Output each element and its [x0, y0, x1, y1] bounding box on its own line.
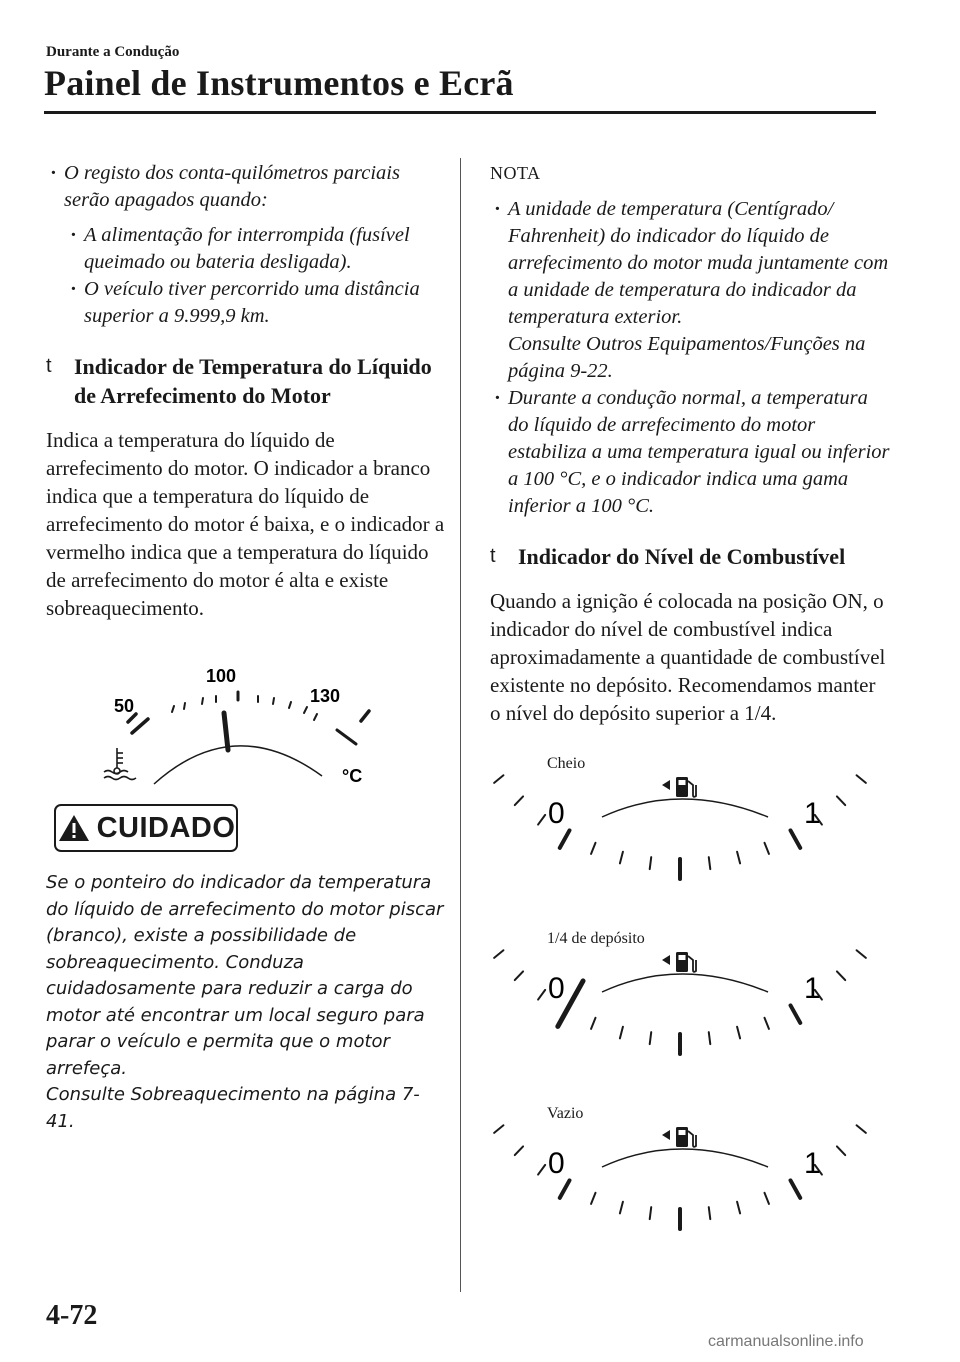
fuel-gauge-tick	[650, 1207, 652, 1219]
fuel-gauge-tick	[857, 950, 866, 958]
caution-box	[54, 804, 238, 852]
caution-reference: Consulte Sobreaquecimento na página 7-41.	[46, 1084, 420, 1132]
fuel-pump-icon	[662, 952, 696, 972]
fuel-gauge-arc	[602, 799, 768, 817]
fuel-label-full: 1	[804, 972, 821, 1005]
fuel-gauge-tick	[538, 815, 545, 825]
gauge-arc	[154, 746, 322, 784]
fuel-label-full: 1	[804, 797, 821, 830]
page-number: 4-72	[46, 1300, 98, 1331]
section-marker: t	[46, 355, 52, 377]
fuel-pump-icon	[662, 1127, 696, 1147]
section-marker: t	[490, 545, 496, 567]
header-section: Durante a Condução	[46, 44, 180, 60]
fuel-gauge-arc	[602, 974, 768, 992]
temp-unit: °C	[342, 766, 363, 786]
fuel-gauge-tick	[857, 775, 866, 783]
fuel-gauge-tick	[620, 852, 623, 864]
section-title-text: Indicador de Temperatura do Líquido de Arrefecimento do Motor	[74, 354, 432, 408]
fuel-gauge-tick	[857, 1125, 866, 1133]
temperature-paragraph: Indica a temperatura do líquido de arrefecimento do motor. O indicador a branco indica que a temperatura do líquido de arrefecimento do motor é baixa, e o indicador a vermelho indica que a temperatura do líquido de arrefecimento do motor é alta e existe sobreaquecimento.	[46, 428, 445, 620]
fuel-gauge-tick	[737, 852, 740, 864]
fuel-gauge-tick	[791, 830, 801, 847]
fuel-gauge-tick	[591, 843, 595, 854]
fuel-gauge-tick	[494, 950, 503, 958]
temp-label-100: 100	[206, 666, 237, 686]
fuel-gauge-tick	[737, 1027, 740, 1039]
fuel-gauge-tick	[560, 1180, 570, 1197]
caution-label: CUIDADO	[96, 811, 236, 844]
fuel-gauge-block	[490, 755, 890, 930]
section-title-text: Indicador do Nível de Combustível	[518, 544, 846, 569]
fuel-label-empty: 0	[548, 1147, 565, 1180]
section-title-fuel	[490, 542, 890, 571]
page-title: Painel de Instrumentos e Ecrã	[44, 63, 514, 103]
fuel-gauge-tick	[620, 1027, 623, 1039]
temp-label-130: 130	[310, 686, 341, 706]
note-bullet-unit-text: A unidade de temperatura (Centígrado/ Fahrenheit) do indicador do líquido de arrefecimento do motor muda juntamente com a unidade de temperatura do indicador da temperatura exterior.	[508, 198, 889, 328]
fuel-gauge-tick	[494, 775, 503, 783]
fuel-gauge-tick	[591, 1193, 595, 1204]
fuel-gauge-tick	[837, 1146, 845, 1155]
fuel-gauge-tick	[494, 1125, 503, 1133]
fuel-label-empty: 0	[548, 972, 565, 1005]
caution-text: Se o ponteiro do indicador da temperatura do líquido de arrefecimento do motor piscar (branco), existe a possibilidade de sobreaquecimento. Conduza cuidadosamente para reduzir a carga do motor até encontrar um local seguro para parar o veículo e permita que o motor arrefeça.	[46, 872, 444, 1079]
fuel-gauge-tick	[764, 1193, 768, 1204]
fuel-gauge-tick	[515, 971, 523, 980]
header-rule	[44, 111, 876, 114]
fuel-gauge-tick	[515, 1146, 523, 1155]
fuel-gauge-arc	[602, 1149, 768, 1167]
temp-label-50: 50	[114, 696, 135, 716]
fuel-gauge-tick	[837, 796, 845, 805]
fuel-paragraph: Quando a ignição é colocada na posição ON, o indicador do nível de combustível indica aproximadamente a quantidade de combustível existente no depósito. Recomendamos manter o nível do depósito superior a 1/4.	[490, 589, 886, 725]
fuel-gauge	[490, 946, 890, 1086]
fuel-gauge-tick	[650, 857, 652, 869]
fuel-gauge-tick	[650, 1032, 652, 1044]
fuel-gauge-tick	[560, 830, 570, 847]
fuel-gauge-block	[490, 930, 890, 1105]
fuel-gauge-tick	[591, 1018, 595, 1029]
column-divider	[460, 158, 461, 1292]
fuel-gauge-tick	[620, 1202, 623, 1214]
fuel-gauge-tick	[764, 843, 768, 854]
fuel-gauge	[490, 1121, 890, 1261]
sub-bullet-distance: · O veículo tiver percorrido uma distância superior a 9.999,9 km.	[46, 276, 446, 330]
fuel-pump-icon	[662, 777, 696, 797]
fuel-gauge-tick	[764, 1018, 768, 1029]
site-watermark: carmanualsonline.info	[708, 1333, 864, 1350]
fuel-gauge-tick	[515, 796, 523, 805]
fuel-label-empty: 0	[548, 797, 565, 830]
fuel-gauge-tick	[837, 971, 845, 980]
note-bullet-normal: · Durante a condução normal, a temperatura do líquido de arrefecimento do motor estabiliza a uma temperatura igual ou inferior a 100 °C, e o indicador indica uma gama inferior a 100 °C.	[490, 385, 890, 520]
sub-bullet-power: · A alimentação for interrompida (fusível queimado ou bateria desligada).	[46, 222, 446, 276]
fuel-gauge-block	[490, 1105, 890, 1255]
coolant-temperature-icon	[104, 748, 136, 780]
note-bullet-unit	[490, 196, 890, 385]
fuel-gauge-caption: Cheio	[547, 755, 586, 772]
fuel-gauge-tick	[791, 1005, 801, 1022]
fuel-gauges	[490, 755, 890, 1255]
bullet-trip-reset: · O registo dos conta-quilómetros parciais serão apagados quando:	[46, 160, 446, 214]
fuel-gauge-tick	[709, 1032, 711, 1044]
fuel-gauge-tick	[709, 857, 711, 869]
temperature-gauge	[44, 642, 444, 792]
fuel-label-full: 1	[804, 1147, 821, 1180]
note-reference: Consulte Outros Equipamentos/Funções na página 9-22.	[508, 333, 866, 382]
fuel-gauge	[490, 771, 890, 911]
fuel-gauge-tick	[737, 1202, 740, 1214]
fuel-gauge-caption: 1/4 de depósito	[547, 930, 645, 947]
fuel-gauge-tick	[791, 1180, 801, 1197]
fuel-gauge-caption: Vazio	[547, 1105, 584, 1122]
left-column	[46, 160, 446, 1135]
fuel-gauge-tick	[538, 1165, 545, 1175]
section-title-temperature	[46, 352, 446, 410]
fuel-gauge-tick	[538, 990, 545, 1000]
right-column	[490, 160, 890, 1255]
temperature-needle	[224, 713, 228, 750]
fuel-gauge-tick	[709, 1207, 711, 1219]
warning-triangle-icon	[57, 813, 91, 843]
overheat-zone	[337, 730, 356, 744]
note-label: NOTA	[490, 163, 541, 183]
